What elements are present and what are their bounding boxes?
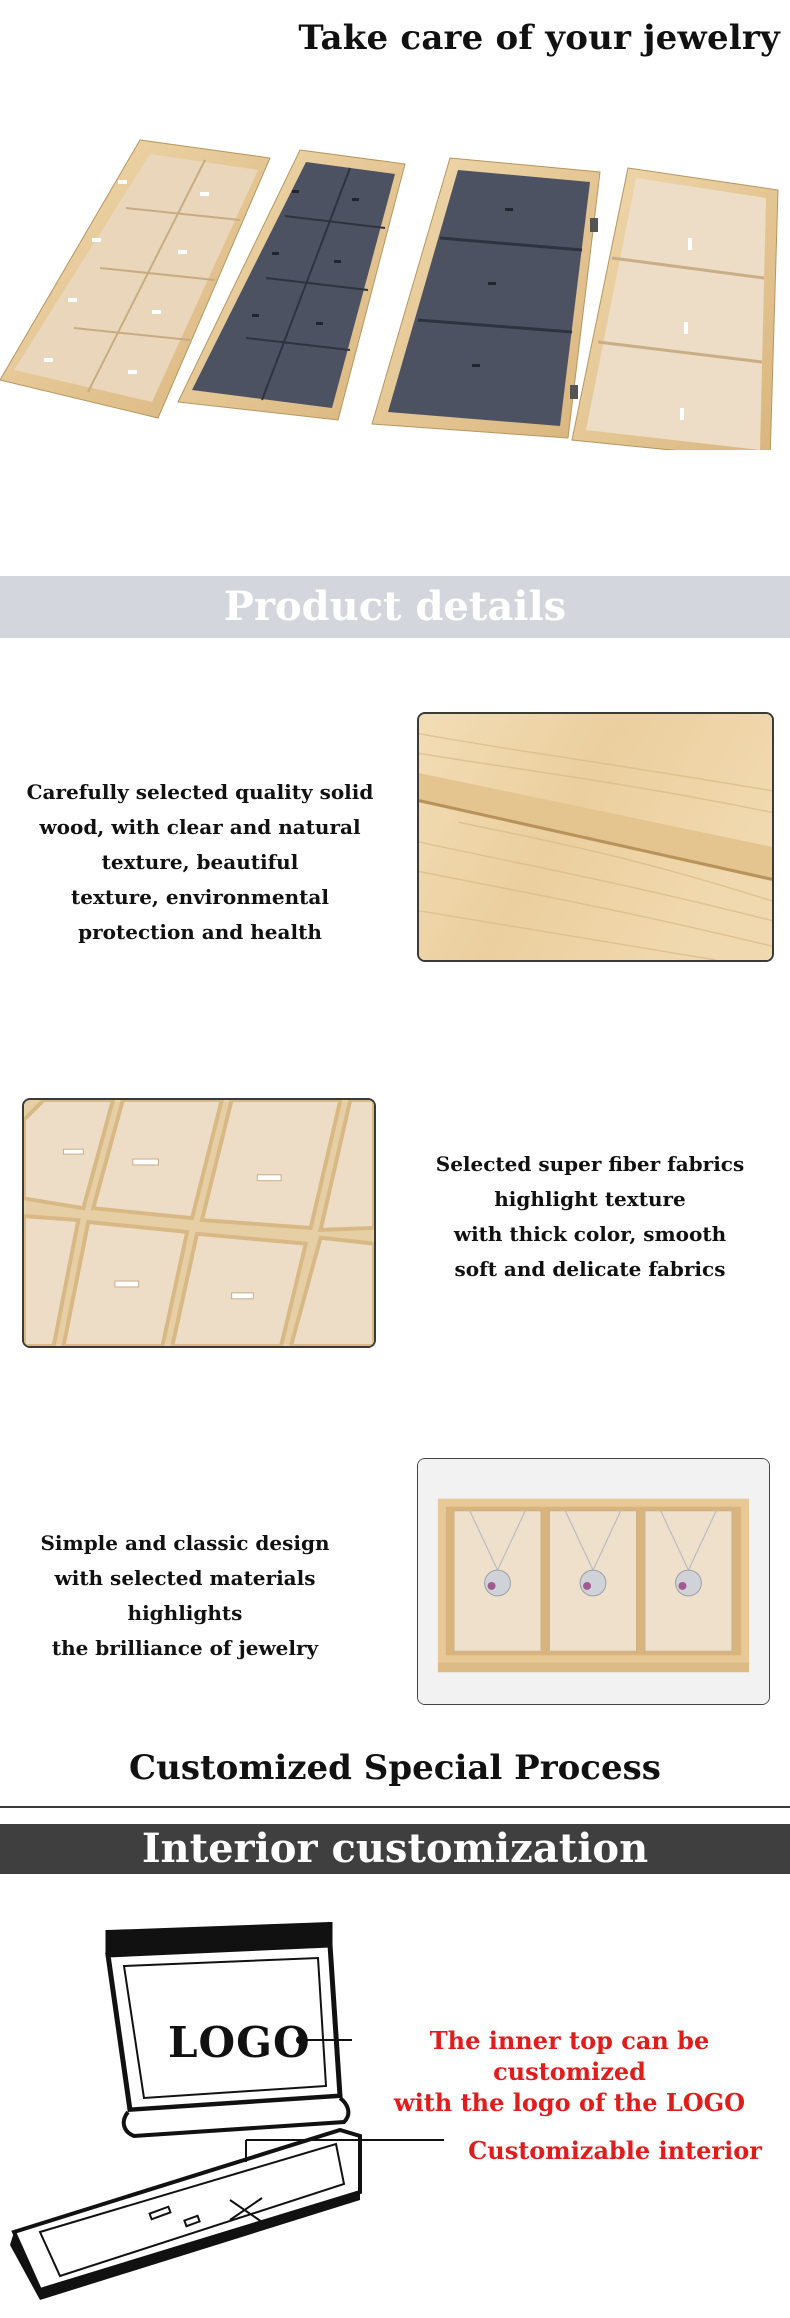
feature-line: with thick color, smooth (453, 1222, 727, 1246)
fabric-tray-photo (22, 1098, 376, 1348)
hero-trays-image (0, 120, 790, 450)
feature-line: with selected materials (54, 1566, 316, 1590)
tray-beige-large (572, 168, 778, 450)
feature-classic-design-text (20, 1526, 350, 1666)
callout-interior: Customizable interior (468, 2136, 762, 2165)
feature-line: Selected super fiber fabrics (435, 1152, 745, 1176)
wood-texture-photo (417, 712, 774, 962)
customized-process-title: Customized Special Process (129, 1748, 661, 1788)
necklace-display-photo (417, 1458, 770, 1705)
product-details-banner: Product details (0, 576, 790, 638)
feature-line: highlight texture (494, 1187, 686, 1211)
feature-fiber-fabric-text (410, 1147, 770, 1287)
logo-placeholder: LOGO (168, 2018, 311, 2067)
feature-line: the brilliance of jewelry (51, 1636, 319, 1660)
feature-line: wood, with clear and natural (39, 815, 361, 839)
feature-line: texture, environmental (71, 885, 329, 909)
callout-line: The inner top can be customized (429, 2026, 710, 2086)
callout-line: with the logo of the LOGO (393, 2088, 746, 2117)
feature-solid-wood-text (20, 775, 380, 950)
callout-inner-top (352, 2025, 787, 2118)
feature-line: texture, beautiful (101, 850, 299, 874)
tray-navy-large (372, 158, 600, 438)
feature-line: Simple and classic design (40, 1531, 330, 1555)
feature-line: protection and health (78, 920, 322, 944)
feature-line: highlights (127, 1601, 243, 1625)
feature-line: Carefully selected quality solid (26, 780, 374, 804)
divider (0, 1806, 790, 1808)
feature-line: soft and delicate fabrics (454, 1257, 726, 1281)
interior-customization-banner: Interior customization (0, 1824, 790, 1874)
page-headline: Take care of your jewelry (298, 18, 780, 58)
